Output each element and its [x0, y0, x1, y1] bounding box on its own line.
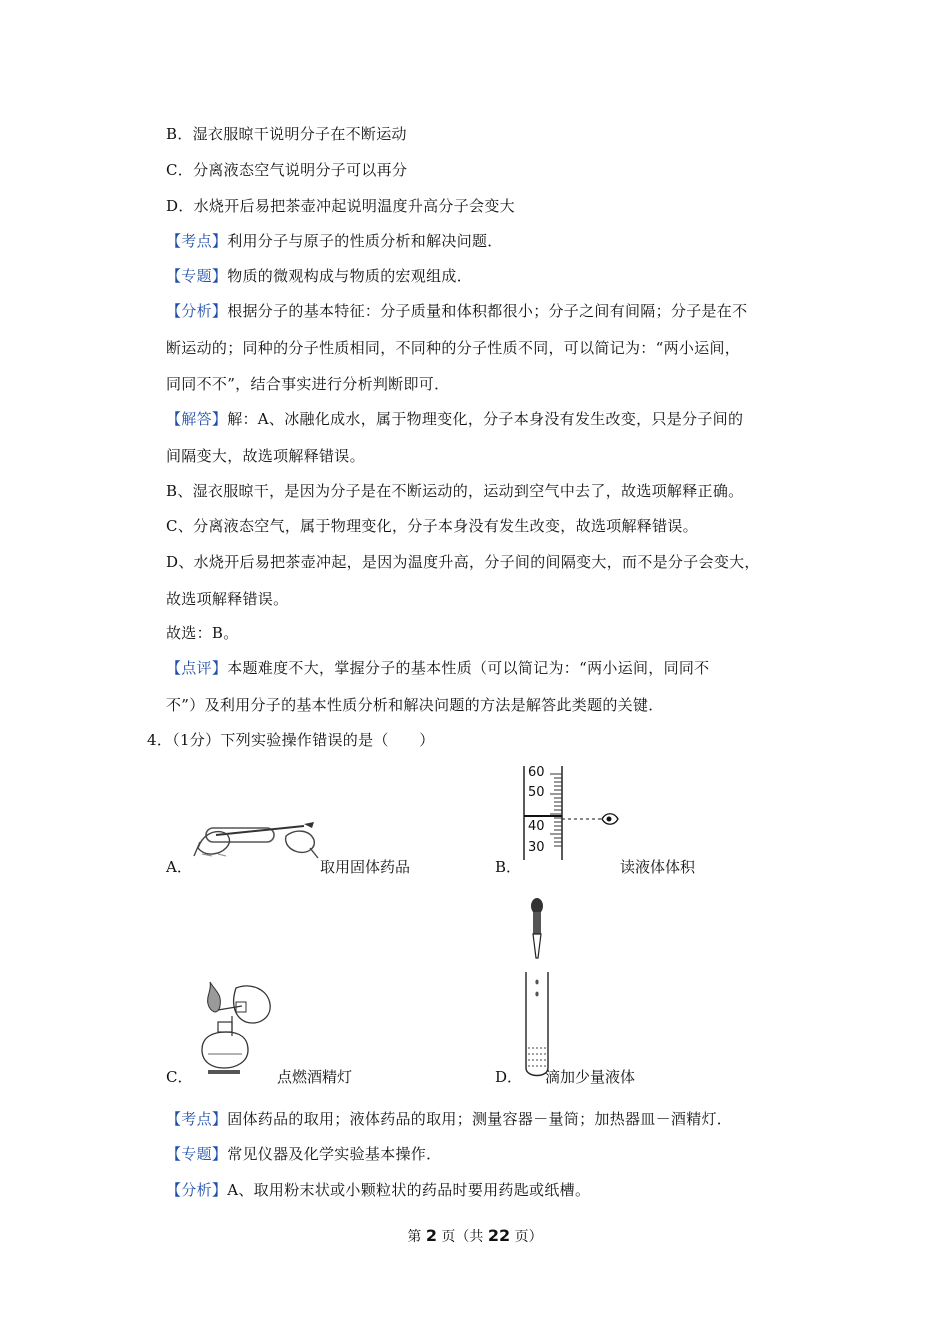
- option-b-line: B．湿衣服晾干说明分子在不断运动: [166, 125, 407, 143]
- q4-fenxi-line: [166, 1180, 590, 1200]
- dianping-tag: 【点评】: [166, 659, 228, 677]
- footer-page-number: 2: [425, 1226, 437, 1245]
- footer-prefix: 第: [407, 1229, 426, 1245]
- q4-zhuanti-text: 常见仪器及化学实验基本操作．: [227, 1145, 442, 1163]
- q4-kaodian-text: 固体药品的取用；液体药品的取用；测量容器－量筒；加热器皿－酒精灯．: [227, 1110, 733, 1128]
- fenxi-text-1: 根据分子的基本特征：分子质量和体积都很小；分子之间有间隔；分子是在不: [227, 302, 748, 320]
- q4-kaodian-tag: 【考点】: [166, 1110, 228, 1128]
- cylinder-tick-30: 30: [528, 840, 545, 855]
- jieda-line-4: C、分离液态空气，属于物理变化，分子本身没有发生改变，故选项解释错误。: [166, 517, 698, 535]
- footer-total-pages: 22: [487, 1226, 511, 1245]
- kaodian-text: 利用分子与原子的性质分析和解决问题．: [227, 232, 503, 250]
- q4-kaodian-line: [166, 1109, 732, 1129]
- option-d-caption: 滴加少量液体: [545, 1068, 636, 1086]
- cylinder-tick-50: 50: [528, 785, 545, 800]
- cylinder-tick-60: 60: [528, 765, 545, 780]
- kaodian-tag: 【考点】: [166, 232, 228, 250]
- footer-suffix: 页）: [510, 1229, 543, 1245]
- q4-fenxi-tag: 【分析】: [166, 1181, 228, 1199]
- zhuanti-line: [166, 266, 472, 286]
- page-footer: [0, 1226, 950, 1247]
- zhuanti-text: 物质的微观构成与物质的宏观组成．: [227, 267, 473, 285]
- dianping-line-2: 不”）及利用分子的基本性质分析和解决问题的方法是解答此类题的关键．: [166, 696, 664, 714]
- q4-zhuanti-line: [166, 1144, 441, 1164]
- zhuanti-tag: 【专题】: [166, 267, 228, 285]
- jieda-line-6: 故选项解释错误。: [166, 590, 289, 608]
- option-c-line: C．分离液态空气说明分子可以再分: [166, 161, 408, 179]
- jieda-tag: 【解答】: [166, 410, 228, 428]
- figure-d-dropper-test-tube: [522, 896, 552, 1084]
- option-c-caption: 点燃酒精灯: [277, 1068, 353, 1086]
- option-c-letter: C．: [166, 1068, 193, 1086]
- option-b-caption: 读液体体积: [620, 858, 696, 876]
- q4-fenxi-text: A、取用粉末状或小颗粒状的药品时要用药匙或纸槽。: [227, 1181, 591, 1199]
- option-d-letter: D．: [495, 1068, 523, 1086]
- fenxi-line-1: [166, 301, 747, 321]
- jieda-line-3: B、湿衣服晾干，是因为分子是在不断运动的，运动到空气中去了，故选项解释正确。: [166, 482, 744, 500]
- figure-b-graduated-cylinder: [522, 764, 622, 862]
- jieda-line-7: 故选：B。: [166, 624, 239, 642]
- fenxi-tag: 【分析】: [166, 302, 228, 320]
- option-b-letter: B．: [495, 858, 522, 876]
- figure-a-test-tube-hands: [192, 818, 322, 860]
- jieda-line-5: D、水烧开后易把茶壶冲起，是因为温度升高，分子间的间隔变大，而不是分子会变大，: [166, 553, 760, 571]
- fenxi-line-2: 断运动的；同种的分子性质相同，不同种的分子性质不同，可以简记为：“两小运间，: [166, 339, 741, 357]
- dianping-line-1: [166, 658, 709, 678]
- dianping-text-1: 本题难度不大，掌握分子的基本性质（可以简记为：“两小运间，同同不: [227, 659, 710, 677]
- kaodian-line: [166, 231, 503, 251]
- cylinder-tick-40: 40: [528, 819, 545, 834]
- fenxi-line-3: 同同不不”，结合事实进行分析判断即可．: [166, 375, 450, 393]
- footer-middle: 页（共: [436, 1229, 488, 1245]
- figure-c-alcohol-lamps: [196, 976, 276, 1076]
- jieda-line-2: 间隔变大，故选项解释错误。: [166, 447, 365, 465]
- jieda-line-1: [166, 409, 743, 429]
- option-a-letter: A．: [166, 858, 192, 876]
- option-a-caption: 取用固体药品: [320, 858, 411, 876]
- jieda-text-1: 解：A、冰融化成水，属于物理变化，分子本身没有发生改变，只是分子间的: [227, 410, 744, 428]
- question-4-title: 4．（1分）下列实验操作错误的是（ ）: [147, 731, 435, 749]
- option-d-line: D．水烧开后易把茶壶冲起说明温度升高分子会变大: [166, 197, 515, 215]
- q4-zhuanti-tag: 【专题】: [166, 1145, 228, 1163]
